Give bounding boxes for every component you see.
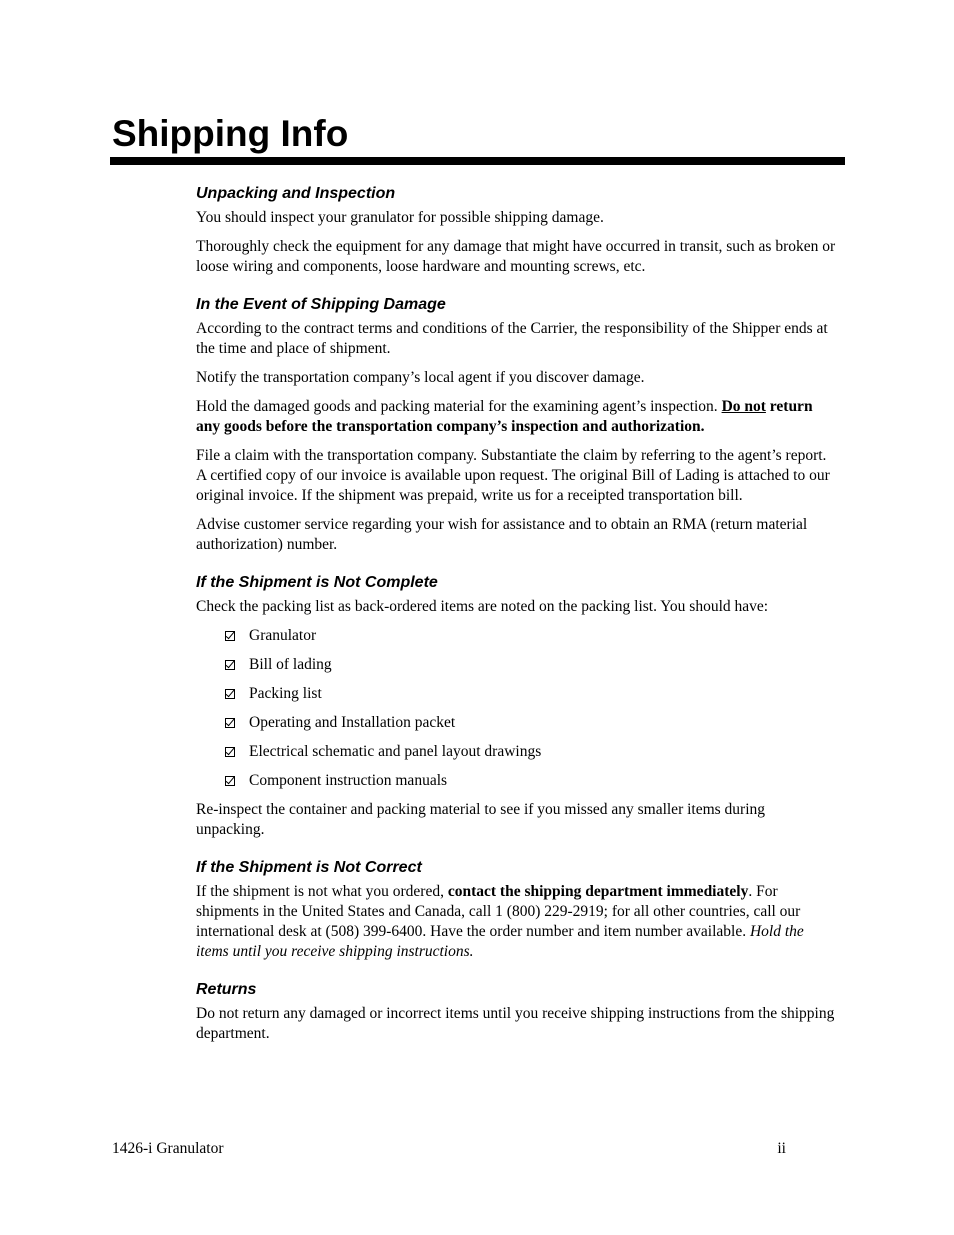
- checked-box-icon: [225, 631, 235, 641]
- page-content: [196, 184, 836, 1053]
- contact-emphasis: contact the shipping department immediately: [447, 883, 749, 900]
- checklist-item: [225, 626, 836, 646]
- page-footer: [112, 1139, 786, 1159]
- checked-box-icon: [225, 718, 235, 728]
- checklist-item-label: Granulator: [249, 627, 317, 644]
- checked-box-icon: [225, 689, 235, 699]
- checklist-item-label: Packing list: [249, 685, 322, 702]
- warning-bold-text: return any goods before the transportation company’s inspection and authorization.: [196, 398, 813, 435]
- contact-text: If the shipment is not what you ordered,: [196, 883, 448, 900]
- page-title: Shipping Info: [112, 113, 349, 154]
- checklist-item-label: Bill of lading: [249, 656, 332, 673]
- checklist-item-label: Component instruction manuals: [249, 772, 448, 789]
- checked-box-icon: [225, 776, 235, 786]
- checklist-item-label: Electrical schematic and panel layout drawings: [249, 743, 542, 760]
- section-heading-not-complete: If the Shipment is Not Complete: [196, 574, 438, 591]
- paragraph: Advise customer service regarding your wish for assistance and to obtain an RMA (return material authorization) number.: [196, 516, 808, 553]
- checklist-item: [225, 655, 836, 675]
- paragraph: Do not return any damaged or incorrect items until you receive shipping instructions from the shipping department.: [196, 1005, 835, 1042]
- footer-document-name: 1426-i Granulator: [112, 1140, 224, 1157]
- paragraph: File a claim with the transportation company. Substantiate the claim by referring to the agent’s report. A certified copy of our invoice is available upon request. The original Bill of Lading is attached to our original invoice. If the shipment was prepaid, write us for a receipted transportation bill.: [196, 447, 830, 504]
- paragraph: Check the packing list as back-ordered items are noted on the packing list. You should have:: [196, 598, 769, 615]
- warning-text: Hold the damaged goods and packing material for the examining agent’s inspection.: [196, 398, 722, 415]
- checked-box-icon: [225, 747, 235, 757]
- paragraph: Re-inspect the container and packing material to see if you missed any smaller items during unpacking.: [196, 801, 766, 838]
- section-heading-damage: In the Event of Shipping Damage: [196, 296, 446, 313]
- warning-emphasis: Do not: [721, 398, 766, 415]
- section-heading-not-correct: If the Shipment is Not Correct: [196, 859, 422, 876]
- section-heading-returns: Returns: [196, 981, 257, 998]
- contact-details: . For shipments in the United States and Canada, call 1 (800) 229-2919; for all other countries, call our international desk at (508) 399-6400. Have the order number and item number available.: [196, 883, 801, 940]
- checklist-item: [225, 713, 836, 733]
- paragraph: Thoroughly check the equipment for any damage that might have occurred in transit, such as broken or loose wiring and components, loose hardware and mounting screws, etc.: [196, 238, 836, 275]
- checklist-item-label: Operating and Installation packet: [249, 714, 456, 731]
- paragraph: Notify the transportation company’s local agent if you discover damage.: [196, 369, 645, 386]
- checklist-item: [225, 742, 836, 762]
- hold-instruction: Hold the items until you receive shipping instructions.: [196, 923, 804, 960]
- checklist-item: [225, 771, 836, 791]
- section-heading-unpacking: Unpacking and Inspection: [196, 185, 396, 202]
- title-rule: [110, 157, 845, 165]
- checklist: [196, 626, 836, 791]
- checked-box-icon: [225, 660, 235, 670]
- paragraph-contact: [196, 882, 836, 962]
- paragraph: According to the contract terms and conditions of the Carrier, the responsibility of the Shipper ends at the time and place of shipment.: [196, 320, 828, 357]
- page-number: ii: [777, 1140, 786, 1157]
- paragraph-warning: [196, 397, 836, 437]
- checklist-item: [225, 684, 836, 704]
- paragraph: You should inspect your granulator for possible shipping damage.: [196, 209, 604, 226]
